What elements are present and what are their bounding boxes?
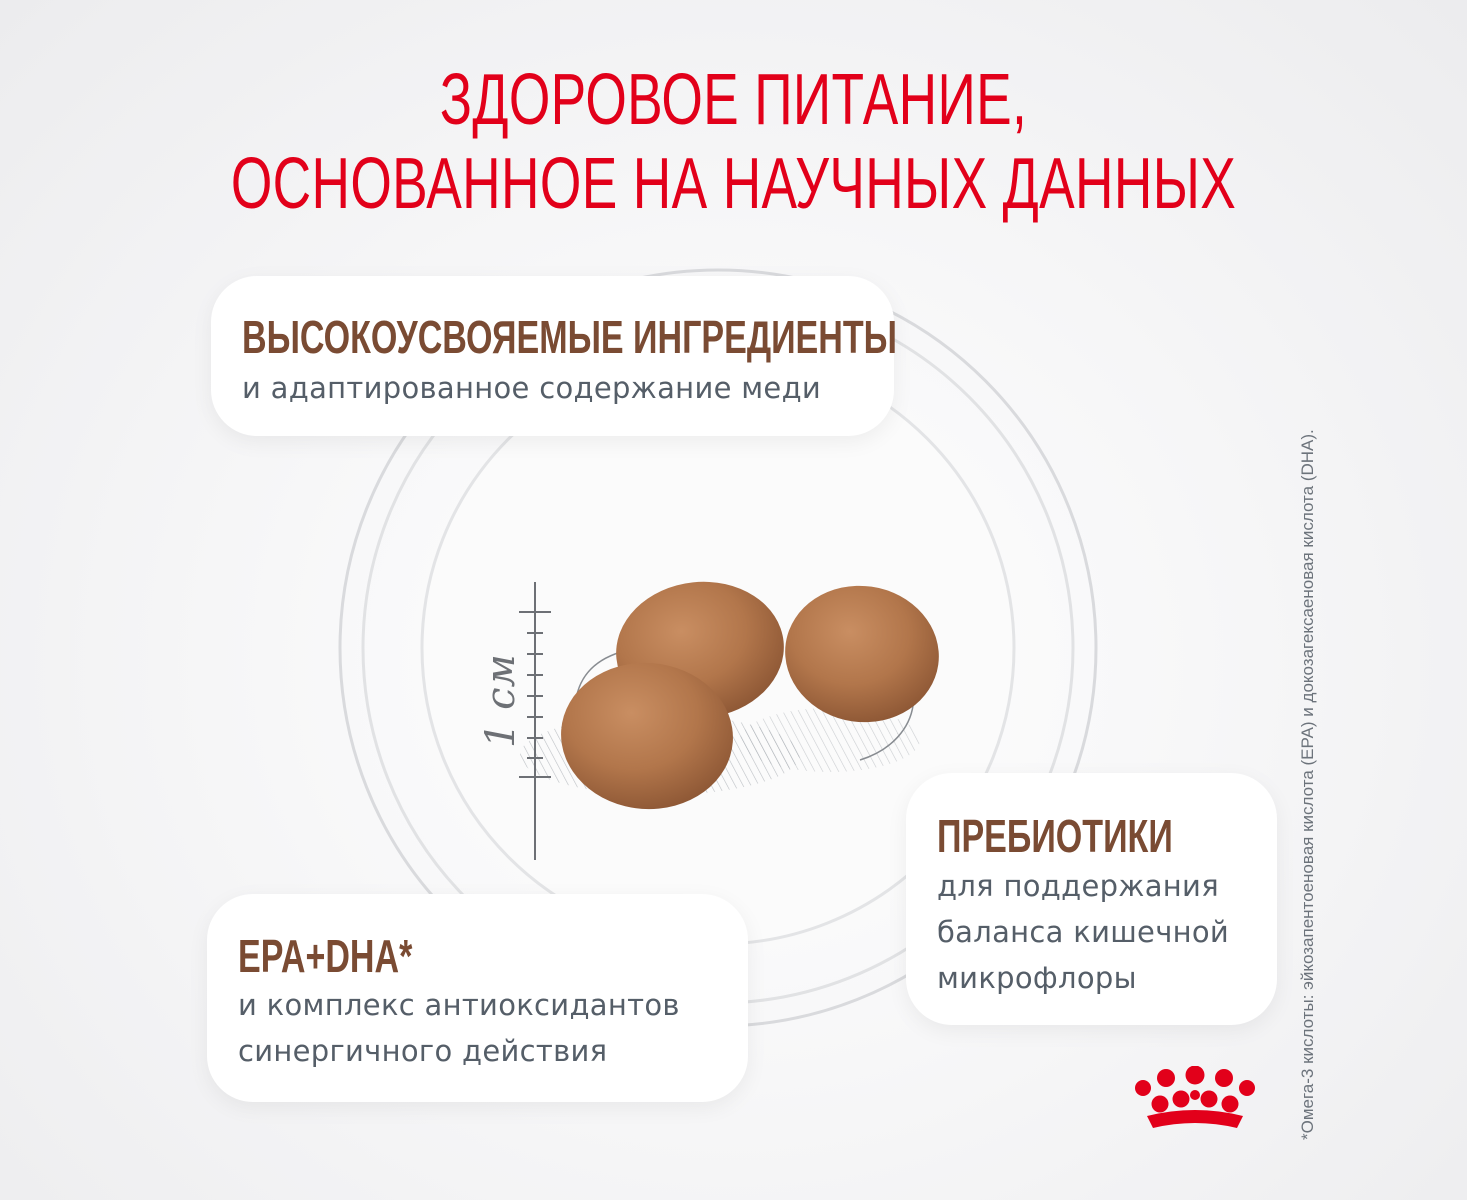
card-epa-dha-title: EPA+DHA*	[238, 930, 413, 982]
footnote: *Омега-3 кислоты: эйкозапентоеновая кислота (EPA) и докозагексаеновая кислота (DHA).	[1298, 429, 1317, 1140]
kibble-shadow-sketch-right	[740, 708, 920, 772]
card-epa-dha	[207, 894, 748, 1102]
card-ingredients-text	[242, 365, 821, 411]
card-prebiotics	[906, 773, 1277, 1025]
page-title-line-2: ОСНОВАННОЕ НА НАУЧНЫХ ДАННЫХ	[230, 144, 1237, 224]
card-epa-dha-line-2: синергичного действия	[238, 1034, 608, 1068]
card-prebiotics-text	[937, 863, 1229, 1001]
scale-label: 1 см	[478, 654, 524, 748]
card-ingredients-line-1: и адаптированное содержание меди	[242, 371, 822, 405]
card-prebiotics-title: ПРЕБИОТИКИ	[937, 810, 1173, 862]
royal-canin-crown-icon	[1133, 1066, 1257, 1136]
card-epa-dha-line-1: и комплекс антиоксидантов	[238, 988, 680, 1022]
card-prebiotics-line-1: для поддержания	[937, 869, 1219, 903]
card-prebiotics-line-3: микрофлоры	[937, 961, 1137, 995]
card-epa-dha-text	[238, 982, 680, 1074]
card-prebiotics-line-2: баланса кишечной	[937, 915, 1230, 949]
card-ingredients-title: ВЫСОКОУСВОЯЕМЫЕ ИНГРЕДИЕНТЫ	[242, 311, 897, 363]
page-title-line-1: ЗДОРОВОЕ ПИТАНИЕ,	[439, 60, 1028, 140]
card-ingredients	[211, 276, 897, 436]
